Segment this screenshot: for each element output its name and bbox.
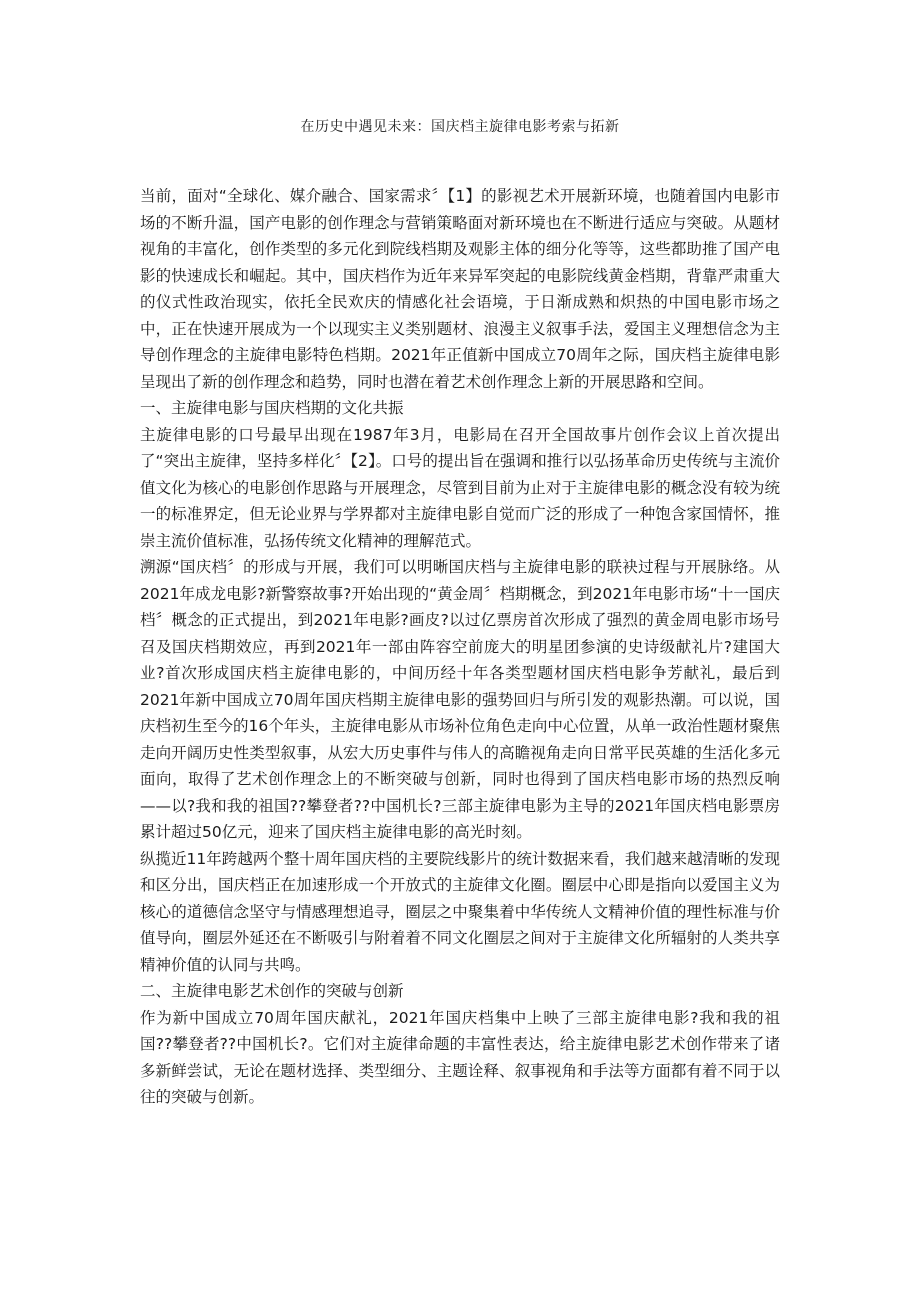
paragraph-origin: 主旋律电影的口号最早出现在1987年3月，电影局在召开全国故事片创作会议上首次提出了“突出主旋律，坚持多样化〞【2】。口号的提出旨在强调和推行以弘扬革命历史传统与主流价值文化为核心的电影创作思路与开展理念，尽管到目前为止对于主旋律电影的概念没有较为统一的标准界定，但无论业界与学界都对主旋律电影自觉而广泛的形成了一种饱含家国情怀，推崇主流价值标准，弘扬传统文化精神的理解范式。	[140, 425, 780, 550]
paragraph-culture-circle: 纵揽近11年跨越两个整十周年国庆档的主要院线影片的统计数据来看，我们越来越清晰的发现和区分出，国庆档正在加速形成一个开放式的主旋律文化圈。圈层中心即是指向以爱国主义为核心的道德信念坚守与情感理想追寻，圈层之中聚集着中华传统人文精神价值的理性标准与价值导向，圈层外延还在不断吸引与附着着不同文化圈层之间对于主旋律文化所辐射的人类共享精神价值的认同与共鸣。	[140, 849, 780, 974]
paragraph-history: 溯源“国庆档〞的形成与开展，我们可以明晰国庆档与主旋律电影的联袂过程与开展脉络。从2021年成龙电影?新警察故事?开始出现的“黄金周〞档期概念，到2021年电影市场“十一国庆档〞概念的正式提出，到2021年电影?画皮?以过亿票房首次形成了强烈的黄金周电影市场号召及国庆档期效应，再到2021年一部由阵容空前庞大的明星团参演的史诗级献礼片?建国大业?首次形成国庆档主旋律电影的，中间历经十年各类型题材国庆档电影争芳献礼，最后到2021年新中国成立70周年国庆档期主旋律电影的强势回归与所引发的观影热潮。可以说，国庆档初生至今的16个年头，主旋律电影从市场补位角色走向中心位置，从单一政治性题材聚焦走向开阔历史性类型叙事，从宏大历史事件与伟人的高瞻视角走向日常平民英雄的生活化多元面向，取得了艺术创作理念上的不断突破与创新，同时也得到了国庆档电影市场的热烈反响——以?我和我的祖国??攀登者??中国机长?三部主旋律电影为主导的2021年国庆档电影票房累计超过50亿元，迎来了国庆档主旋律电影的高光时刻。	[140, 558, 780, 841]
section-heading-2: 二、主旋律电影艺术创作的突破与创新	[140, 982, 404, 1000]
document-body	[140, 183, 780, 1111]
document-title: 在历史中遇见未来：国庆档主旋律电影考索与拓新	[300, 119, 620, 135]
section-heading-1: 一、主旋律电影与国庆档期的文化共振	[140, 399, 404, 417]
paragraph-innovation: 作为新中国成立70周年国庆献礼，2021年国庆档集中上映了三部主旋律电影?我和我的祖国??攀登者??中国机长?。它们对主旋律命题的丰富性表达，给主旋律电影艺术创作带来了诸多新鲜尝试，无论在题材选择、类型细分、主题诠释、叙事视角和手法等方面都有着不同于以往的突破与创新。	[140, 1008, 780, 1106]
paragraph-intro: 当前，面对“全球化、媒介融合、国家需求〞【1】的影视艺术开展新环境，也随着国内电影市场的不断升温，国产电影的创作理念与营销策略面对新环境也在不断进行适应与突破。从题材视角的丰富化，创作类型的多元化到院线档期及观影主体的细分化等等，这些都助推了国产电影的快速成长和崛起。其中，国庆档作为近年来异军突起的电影院线黄金档期，背靠严肃重大的仪式性政治现实，依托全民欢庆的情感化社会语境，于日渐成熟和炽热的中国电影市场之中，正在快速开展成为一个以现实主义类别题材、浪漫主义叙事手法，爱国主义理想信念为主导创作理念的主旋律电影特色档期。2021年正值新中国成立70周年之际，国庆档主旋律电影呈现出了新的创作理念和趋势，同时也潜在着艺术创作理念上新的开展思路和空间。	[140, 187, 780, 391]
